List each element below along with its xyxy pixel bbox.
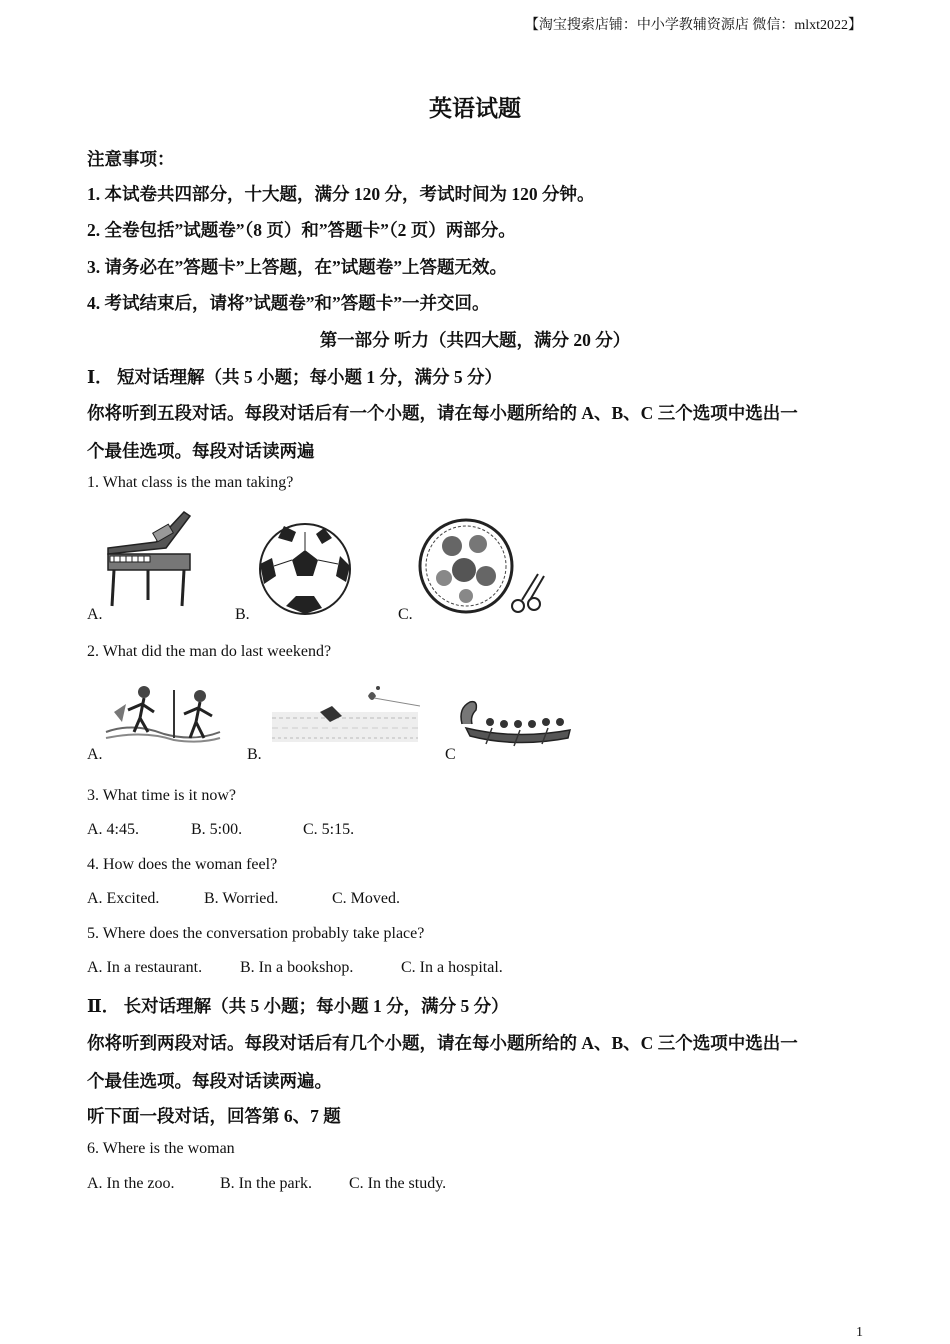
option-a-label: A. [87,606,103,623]
option-b: B. 5:00. [191,821,243,838]
section2-title: Ⅱ． 长对话理解（共 5 小题；每小题 1 分，满分 5 分） [87,996,509,1016]
notice-item: 2. 全卷包括”试题卷”（8 页）和”答题卡”（2 页）两部分。 [87,220,516,240]
option-c-label: C [445,746,456,763]
option-c: C. Moved. [332,890,400,907]
question-6: 6. Where is the woman [87,1140,235,1157]
option-b-label: B. [247,746,262,763]
notice-item: 1. 本试卷共四部分，十大题，满分 120 分，考试时间为 120 分钟。 [87,184,595,204]
option-b: B. Worried. [204,890,279,907]
option-b-label: B. [235,606,250,623]
page-number: 1 [856,1325,863,1340]
option-a: A. In the zoo. [87,1175,175,1192]
section2-instruction: 你将听到两段对话。每段对话后有几个小题，请在每小题所给的 A、B、C 三个选项中选出一 [87,1033,798,1053]
section1-instruction: 你将听到五段对话。每段对话后有一个小题，请在每小题所给的 A、B、C 三个选项中选出一 [87,403,798,423]
part1-title: 第一部分 听力（共四大题，满分 20 分） [319,330,631,350]
question-3: 3. What time is it now? [87,787,237,804]
piano-icon [104,508,194,610]
page-title: 英语试题 [429,96,521,121]
kite-flying-icon [270,682,420,744]
paper-cutting-icon [418,514,550,618]
soccer-ball-icon [256,520,354,618]
option-c: C. 5:15. [303,821,355,838]
option-a: A. 4:45. [87,821,139,838]
notice-item: 4. 考试结束后，请将”试题卷”和”答题卡”一并交回。 [87,293,490,313]
option-c: C. In a hospital. [401,959,503,976]
notice-item: 3. 请务必在”答题卡”上答题，在”试题卷”上答题无效。 [87,257,507,277]
page-header: 【淘宝搜索店铺：中小学教辅资源店 微信：mlxt2022】 [524,18,862,33]
section2-instruction: 个最佳选项。每段对话读两遍。 [87,1071,332,1091]
question-4: 4. How does the woman feel? [87,856,278,873]
option-c-label: C. [398,606,413,623]
section1-title: Ⅰ． 短对话理解（共 5 小题；每小题 1 分，满分 5 分） [87,367,503,387]
question-2: 2. What did the man do last weekend? [87,643,332,660]
option-a: A. In a restaurant. [87,959,203,976]
option-a: A. Excited. [87,890,160,907]
option-b: B. In the park. [220,1175,312,1192]
option-a-label: A. [87,746,103,763]
notice-heading: 注意事项： [87,149,175,169]
option-b: B. In a bookshop. [240,959,354,976]
section2-subheading: 听下面一段对话，回答第 6、7 题 [87,1106,341,1126]
farming-icon [104,682,222,746]
option-c: C. In the study. [349,1175,447,1192]
section1-instruction: 个最佳选项。每段对话读两遍 [87,441,315,461]
question-5: 5. Where does the conversation probably take place? [87,925,425,942]
question-1: 1. What class is the man taking? [87,474,294,491]
dragon-boat-icon [456,694,572,748]
